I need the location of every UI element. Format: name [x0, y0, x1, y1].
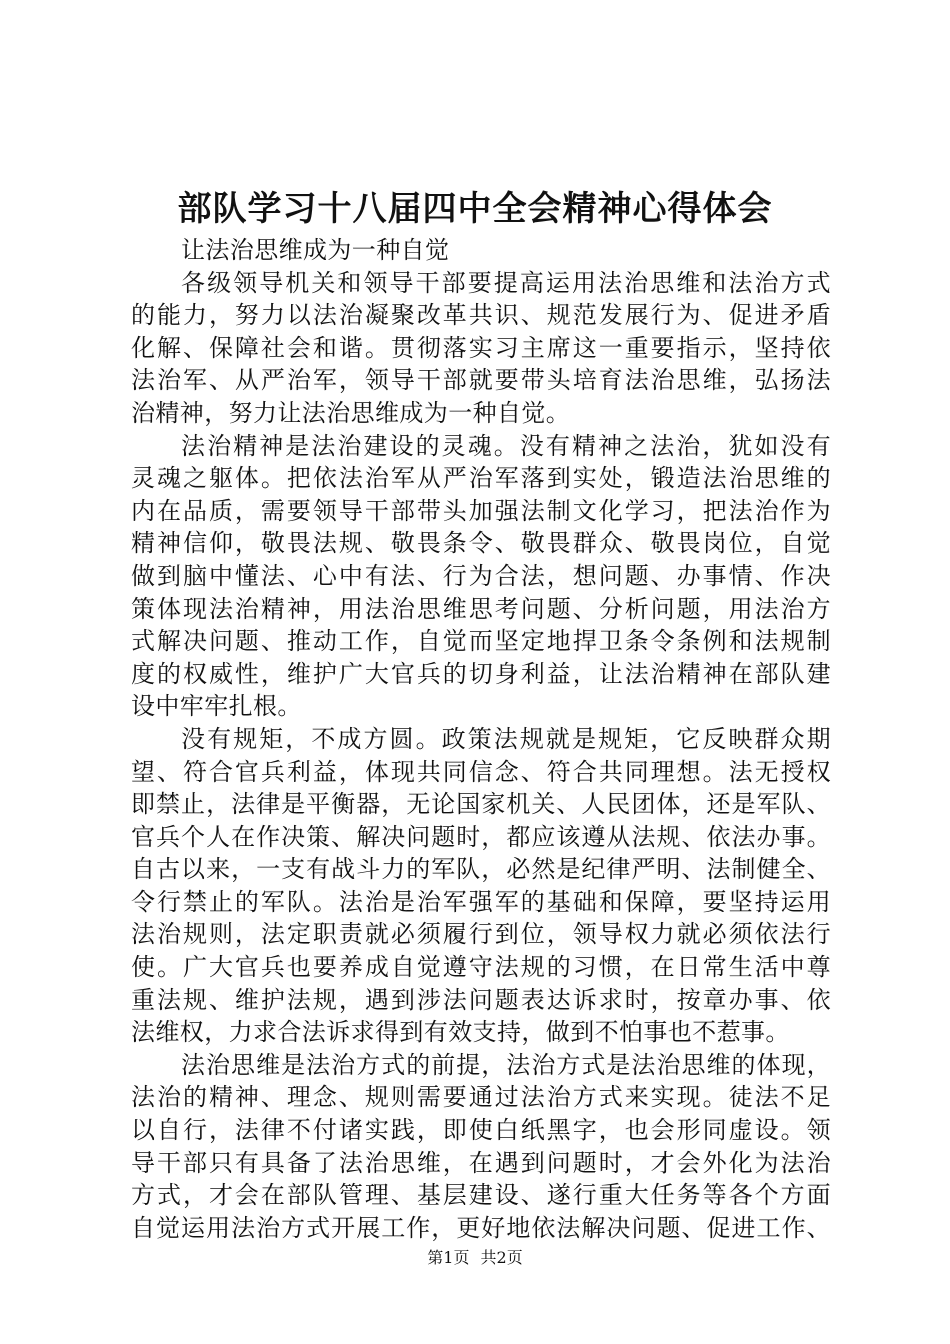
- text-line: 度的权威性，维护广大官兵的切身利益，让法治精神在部队建: [131, 659, 831, 688]
- text-line: 精神信仰，敬畏法规、敬畏条令、敬畏群众、敬畏岗位，自觉: [131, 529, 831, 558]
- text-line: 望、符合官兵利益，体现共同信念、符合共同理想。法无授权: [131, 757, 831, 786]
- text-line: 法治军、从严治军，领导干部就要带头培育法治思维，弘扬法: [131, 366, 831, 395]
- text-line: 自古以来，一支有战斗力的军队，必然是纪律严明、法制健全、: [131, 855, 831, 884]
- text-line: 灵魂之躯体。把依法治军从严治军落到实处，锻造法治思维的: [131, 464, 831, 493]
- text-line: 重法规、维护法规，遇到涉法问题表达诉求时，按章办事、依: [131, 985, 831, 1014]
- text-line: 治精神，努力让法治思维成为一种自觉。: [131, 398, 571, 427]
- text-line: 让法治思维成为一种自觉: [181, 236, 450, 264]
- text-line: 以自行，法律不付诸实践，即使白纸黑字，也会形同虚设。领: [131, 1116, 831, 1145]
- text-line: 使。广大官兵也要养成自觉遵守法规的习惯，在日常生活中尊: [131, 953, 831, 982]
- text-line: 策体现法治精神，用法治思维思考问题、分析问题，用法治方: [131, 594, 831, 623]
- text-line: 自觉运用法治方式开展工作，更好地依法解决问题、促进工作、: [131, 1213, 831, 1242]
- text-line: 方式，才会在部队管理、基层建设、遂行重大任务等各个方面: [131, 1181, 831, 1210]
- page-footer: [0, 1247, 950, 1269]
- document-title: 部队学习十八届四中全会精神心得体会: [177, 189, 773, 229]
- text-line: 各级领导机关和领导干部要提高运用法治思维和法治方式: [181, 268, 831, 297]
- page-number-current: 第1页: [427, 1248, 470, 1267]
- text-line: 没有规矩，不成方圆。政策法规就是规矩，它反映群众期: [181, 724, 831, 753]
- text-line: 化解、保障社会和谐。贯彻落实习主席这一重要指示，坚持依: [131, 333, 831, 362]
- text-line: 法治规则，法定职责就必须履行到位，领导权力就必须依法行: [131, 920, 831, 949]
- text-line: 做到脑中懂法、心中有法、行为合法，想问题、办事情、作决: [131, 561, 831, 590]
- text-line: 令行禁止的军队。法治是治军强军的基础和保障，要坚持运用: [131, 887, 831, 916]
- text-line: 官兵个人在作决策、解决问题时，都应该遵从法规、依法办事。: [131, 822, 831, 851]
- text-line: 式解决问题、推动工作，自觉而坚定地捍卫条令条例和法规制: [131, 627, 831, 656]
- text-line: 即禁止，法律是平衡器，无论国家机关、人民团体，还是军队、: [131, 790, 831, 819]
- text-line: 法治精神是法治建设的灵魂。没有精神之法治，犹如没有: [181, 431, 831, 460]
- document-body: [131, 234, 831, 1244]
- text-line: 法维权，力求合法诉求得到有效支持，做到不怕事也不惹事。: [131, 1018, 790, 1047]
- text-line: 的能力，努力以法治凝聚改革共识、规范发展行为、促进矛盾: [131, 301, 831, 330]
- text-line: 法治的精神、理念、规则需要通过法治方式来实现。徒法不足: [131, 1083, 831, 1112]
- text-line: 内在品质，需要领导干部带头加强法制文化学习，把法治作为: [131, 496, 831, 525]
- text-line: 导干部只有具备了法治思维，在遇到问题时，才会外化为法治: [131, 1148, 831, 1177]
- text-line: 法治思维是法治方式的前提，法治方式是法治思维的体现，: [181, 1050, 831, 1079]
- text-line: 设中牢牢扎根。: [131, 692, 302, 721]
- page-number-total: 共2页: [480, 1248, 523, 1267]
